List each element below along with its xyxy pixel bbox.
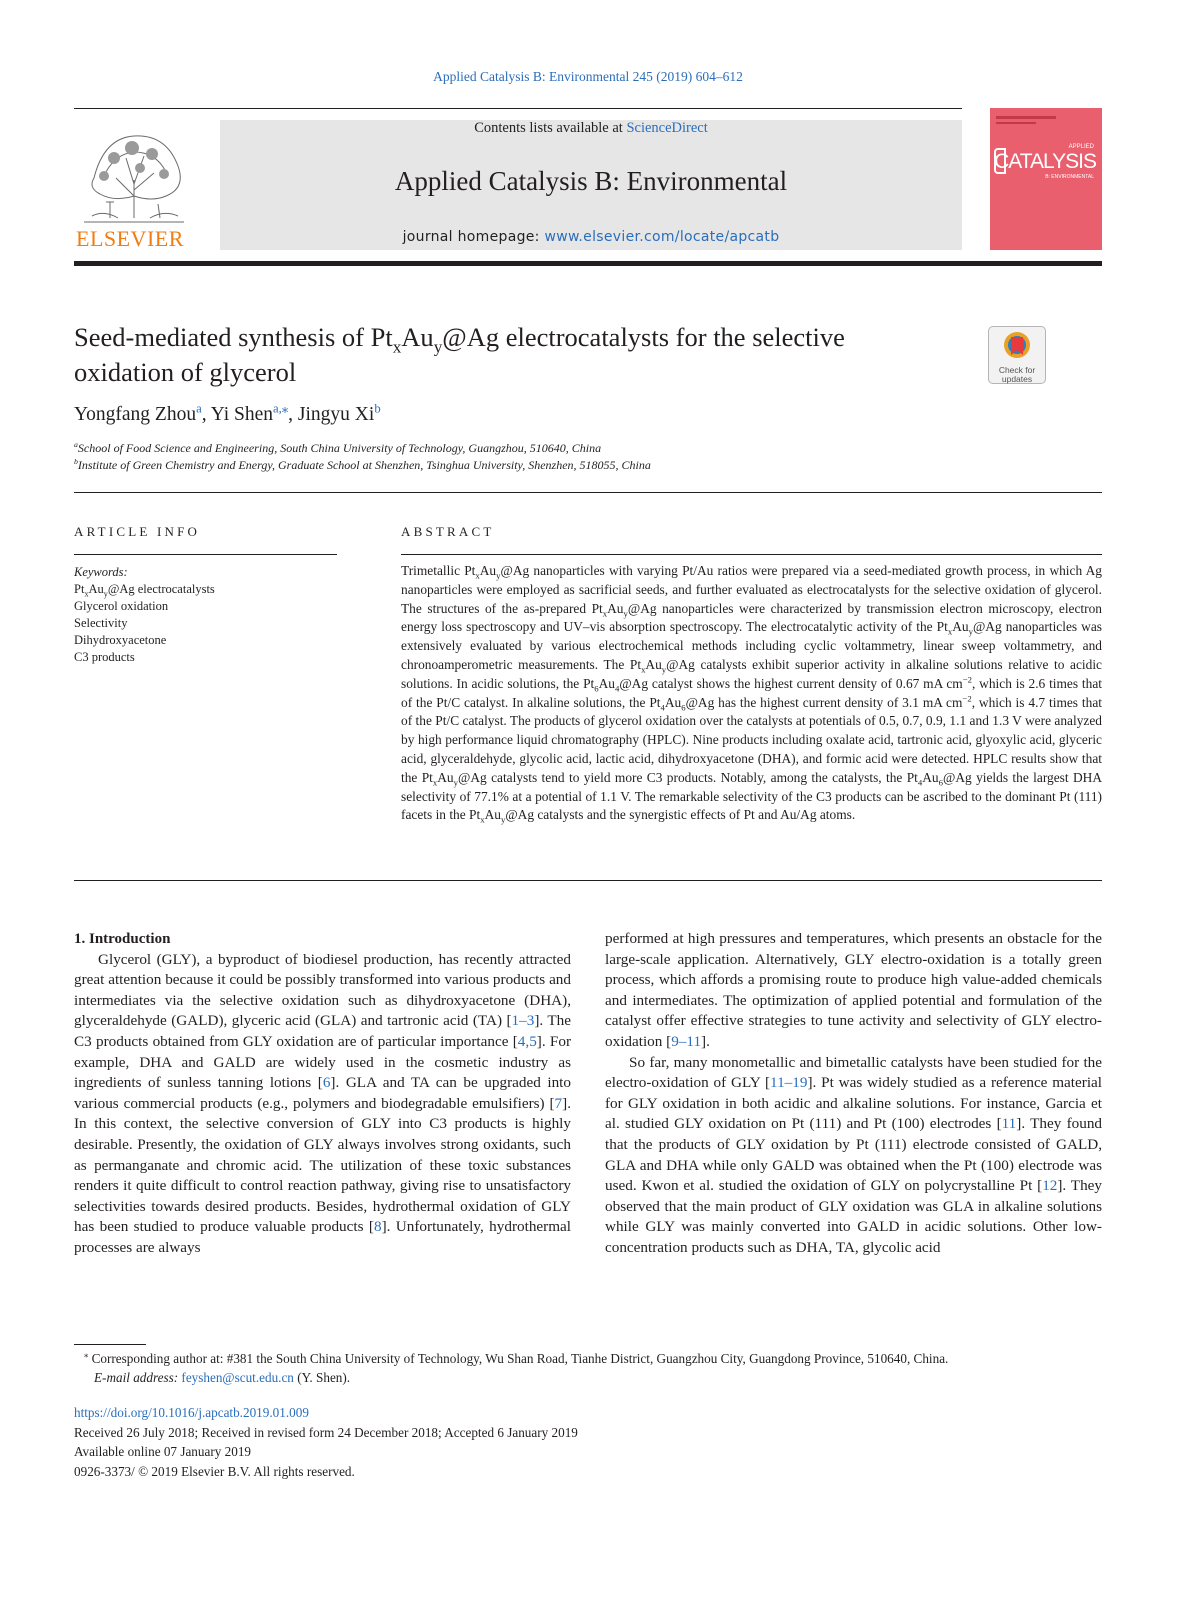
cover-environmental-text: B: ENVIRONMENTAL	[1045, 174, 1094, 180]
abstract-rule	[401, 554, 1102, 555]
homepage-link[interactable]: www.elsevier.com/locate/apcatb	[544, 229, 780, 245]
doi-link[interactable]: https://doi.org/10.1016/j.apcatb.2019.01.009	[74, 1405, 309, 1420]
homepage-prefix: journal homepage:	[402, 229, 540, 245]
check-updates-line1: Check for	[998, 365, 1036, 375]
keywords-block	[74, 564, 334, 666]
email-link[interactable]: feyshen@scut.edu.cn	[181, 1369, 294, 1385]
body-paragraph: So far, many monometallic and bimetallic catalysts have been studied for the electro-oxidation of GLY [11–19]. Pt was widely studied as a reference material for GLY oxidation in both acidic and alkaline solutions. For instance, Garcia et al. studied GLY oxidation on Pt (111) and Pt (100) electrodes [11]. They found that the products of GLY oxidation by Pt (111) electrode consisted of GALD, GLA and DHA while only GALD was obtained when the Pt (100) electrode was used. Kwon et al. studied the oxidation of GLY on polycrystalline Pt [12]. They observed that the main product of GLY oxidation was GLA in alkaline solutions while GLY was mainly converted into GALD in acidic solutions. Other low-concentration products such as DHA, TA, glycolic acid	[605, 1053, 1103, 1256]
reference-link[interactable]: 7	[554, 1094, 563, 1112]
reference-link[interactable]: 11	[1001, 1115, 1017, 1133]
body-right-column	[605, 929, 1102, 1259]
header-top-rule	[74, 108, 962, 109]
author-name[interactable]: Jingyu Xi	[297, 404, 375, 425]
keyword-item: $Pt_xAu_y@Ag$ electrocatalysts	[74, 582, 215, 599]
received-dates: Received 26 July 2018; Received in revised form 24 December 2018; Accepted 6 January 2019	[74, 1424, 578, 1440]
header-thick-rule	[74, 261, 1102, 266]
author-list: Yongfang Zhou$^a$, Yi Shen$^{a,⁎}$, Jingyu Xi$^b$	[74, 401, 381, 425]
bookmark-icon	[989, 327, 1045, 361]
contents-line	[220, 120, 962, 137]
available-online: Available online 07 January 2019	[74, 1444, 252, 1459]
author-name[interactable]: Yi Shen	[210, 404, 274, 425]
keyword-item: C3 products	[74, 650, 135, 664]
paper-title: Seed-mediated synthesis of $Pt_xAu_y@Ag$ electrocatalysts for the selective oxidation of glycerol	[74, 322, 845, 387]
keyword-item: Dihydroxyacetone	[74, 633, 167, 647]
corresponding-author-footnote: ⁎ Corresponding author at: #381 the South China University of Technology, Wu Shan Road, Tianhe District, Guangzhou City, Guangdong Province, 510640, China. E-mail address: feyshen@scut.edu.cn (Y. Shen).	[84, 1349, 949, 1385]
check-for-updates-button[interactable]	[988, 326, 1046, 384]
keyword-item: Glycerol oxidation	[74, 599, 169, 613]
cover-catalysis-text: CATALYSIS	[994, 150, 1096, 173]
check-updates-line2: updates	[1001, 374, 1033, 384]
info-top-rule	[74, 492, 1102, 493]
footnote-rule	[74, 1344, 146, 1345]
affiliation-a: $^a$School of Food Science and Engineering, South China University of Technology, Guangzhou, 510640, China	[74, 440, 602, 455]
copyright: 0926-3373/ © 2019 Elsevier B.V. All rights reserved.	[74, 1463, 355, 1479]
journal-citation[interactable]: Applied Catalysis B: Environmental 245 (2019) 604–612	[433, 69, 743, 84]
keywords-label: Keywords:	[74, 565, 128, 579]
journal-cover[interactable]	[990, 108, 1102, 250]
abstract-bottom-rule	[74, 880, 1102, 881]
email-label: E-mail address:	[94, 1369, 179, 1385]
author-affiliation-mark[interactable]: a,⁎	[273, 401, 289, 416]
affiliation-b: $^b$Institute of Green Chemistry and Energy, Graduate School at Shenzhen, Tsinghua University, Shenzhen, 518055, China	[74, 457, 651, 472]
author-affiliation-mark[interactable]: a	[196, 401, 202, 416]
sciencedirect-link[interactable]: ScienceDirect	[626, 120, 708, 136]
reference-link[interactable]: 8	[373, 1218, 382, 1236]
cover-graphic-icon	[994, 148, 1006, 174]
body-paragraph: Glycerol (GLY), a byproduct of biodiesel production, has recently attracted great attention because it could be possibly transformed into various products and intermediates via the selective oxidation such as dihydroxyacetone (DHA), glyceraldehyde (GALD), glyceric acid (GLA) and tartronic acid (TA) [1–3]. The C3 products obtained from GLY oxidation are of particular importance [4,5]. For example, DHA and GALD are widely used in the cosmetic industry as ingredients of sunless tanning lotions [6]. GLA and TA can be upgraded into various commercial products (e.g., polymers and biodegradable emulsifiers) [7]. In this context, the selective conversion of GLY into C3 products is highly desirable. Presently, the oxidation of GLY always involves strong oxidants, such as permanganate and chromic acid. The utilization of these toxic substances renders it quite difficult to control reaction pathway, giving rise to unsatisfactory selectivities towards desired products. Besides, hydrothermal oxidation of GLY has been studied to produce valuable products [8]. Unfortunately, hydrothermal processes are always	[74, 950, 572, 1256]
reference-link[interactable]: 11–19	[770, 1074, 808, 1092]
abstract-text: Trimetallic $Pt_xAu_y@Ag$ nanoparticles with varying Pt/Au ratios were prepared via a seed-mediated growth process, in which Ag nanoparticles were employed as sacrificial seeds, and further evaluated as electrocatalysts for the selective oxidation of glycerol. The structures of the as-prepared $Pt_xAu_y@Ag$ nanoparticles were characterized by transmission electron microscopy, electron energy loss spectroscopy and UV–vis absorption spectroscopy. The electrocatalytic activity of the $Pt_xAu_y@Ag$ nanoparticles was extensively evaluated by various electrochemical methods including cyclic voltammetry, linear sweep voltammetry, and chronoamperometric measurements. The $Pt_xAu_y@Ag$ catalysts exhibit superior activity in alkaline solutions relative to acidic solutions. In acidic solutions, the $Pt_6Au_4@Ag$ catalyst shows the highest current density of 0.67 mA $cm^{-2}$, which is 2.6 times that of the Pt/C catalyst. In alkaline solutions, the $Pt_4Au_6@Ag$ has the highest current density of 3.1 mA $cm^{-2}$, which is 4.7 times that of the Pt/C catalyst. The products of glycerol oxidation over the catalysts at potentials of 0.5, 0.7, 0.9, 1.1 and 1.3 V were analyzed by high performance liquid chromatography (HPLC). Nine products including oxalate acid, tartronic acid, glyoxylic acid, glyceric acid, glyceraldehyde, glycolic acid, lactic acid, dihydroxyacetone (DHA), and formic acid were detected. HPLC results show that the $Pt_xAu_y@Ag$ catalysts tend to yield more C3 products. Notably, among the catalysts, the $Pt_4Au_6@Ag$ yields the largest DHA selectivity of 77.1% at a potential of 1.1 V. The remarkable selectivity of the C3 products can be ascribed to the dominant Pt (111) facets in the $Pt_xAu_y@Ag$ catalysts and the synergistic effects of Pt and Au/Ag atoms.	[401, 563, 1102, 826]
author-name[interactable]: Yongfang Zhou	[74, 404, 197, 425]
article-meta	[74, 1403, 578, 1481]
reference-link[interactable]: 9–11	[671, 1032, 702, 1050]
elsevier-wordmark: ELSEVIER	[76, 226, 184, 251]
keyword-item: Selectivity	[74, 616, 128, 630]
journal-homepage	[220, 229, 962, 245]
section-heading: 1. Introduction	[74, 931, 171, 947]
abstract-heading: ABSTRACT	[401, 524, 495, 539]
reference-link[interactable]: 12	[1042, 1177, 1058, 1195]
reference-link[interactable]: 1–3	[511, 1012, 535, 1030]
reference-link[interactable]: 4,5	[517, 1032, 537, 1050]
body-left-column	[74, 929, 571, 1259]
body-paragraph: performed at high pressures and temperatures, which presents an obstacle for the large-scale application. Alternatively, GLY electro-oxidation is a totally green process, which affords a promising route to produce high value-added chemicals and intermediates. The optimization of applied potential and formulation of the catalyst offer effective strategies to tune activity and selectivity of GLY electro-oxidation [9–11].	[605, 930, 1102, 1050]
article-info-heading: ARTICLE INFO	[74, 524, 201, 539]
cover-applied-text: APPLIED	[1068, 144, 1094, 150]
article-info-rule	[74, 554, 337, 555]
journal-title: Applied Catalysis B: Environmental	[394, 166, 788, 196]
author-affiliation-mark[interactable]: b	[374, 401, 381, 416]
contents-prefix: Contents lists available at	[474, 120, 623, 136]
reference-link[interactable]: 6	[322, 1074, 331, 1092]
